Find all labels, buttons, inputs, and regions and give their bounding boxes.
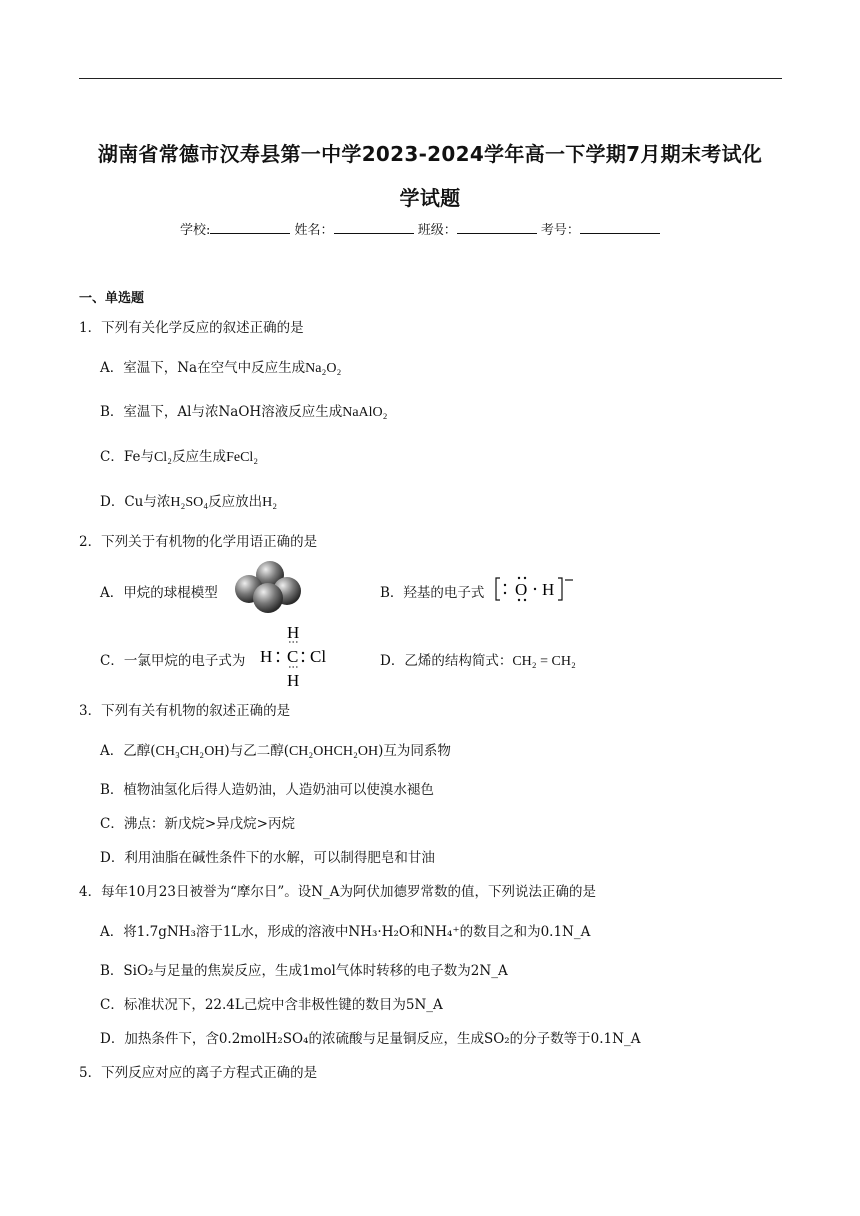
page-title-line1: 湖南省常德市汉寿县第一中学2023-2024学年高一下学期7月期末考试化 [97,142,763,166]
svg-text:H: H [260,647,273,666]
q3-option-a: A．乙醇(CH₃CH₂OH)与乙二醇(CH₂OHCH₂OH)互为同系物 [100,743,451,759]
hydroxyl-electron-formula [494,574,580,604]
name-label: 姓名： [294,223,334,238]
oxygen-symbol: O [515,580,528,599]
q3-option-b: B．植物油氢化后得人造奶油，人造奶油可以使溴水褪色 [100,782,434,798]
hydrogen-symbol: H [542,580,555,599]
q1-b-formula: NaAlO₂ [342,405,388,420]
school-label: 学校: [180,223,211,238]
svg-text:H: H [287,623,300,642]
q4-option-a: A．将1.7gNH₃溶于1L水，形成的溶液中NH₃·H₂O和NH₄⁺的数目之和为0.1N_A [100,924,591,940]
q4-stem: 4．每年10月23日被誉为“摩尔日”。设N_A为阿伏加德罗常数的值，下列说法正确的是 [79,884,597,900]
q4-option-b: B．SiO₂与足量的焦炭反应，生成1mol气体时转移的电子数为2N_A [100,963,508,979]
q1-a-formula: Na₂O₂ [305,361,342,376]
q2-option-c: C．一氯甲烷的电子式为 [100,653,246,669]
model-ball [253,583,283,613]
q4-option-c: C．标准状况下，22.4L己烷中含非极性键的数目为5N_A [100,997,443,1013]
q1-option-b: B．室温下，Al与浓NaOH溶液反应生成NaAlO₂ [100,404,388,420]
q1-option-c: C．Fe与Cl₂反应生成FeCl₂ [100,449,259,465]
q3-option-c: C．沸点：新戊烷>异戊烷>丙烷 [100,816,295,832]
exam-no-label: 考号： [540,223,580,238]
q2-option-b: B．羟基的电子式 [380,585,485,601]
section-heading: 一、单选题 [79,291,145,306]
header-rule [79,78,782,79]
class-label: 班级： [417,223,457,238]
chloromethane-electron-formula [258,621,336,689]
q3-option-d: D．利用油脂在碱性条件下的水解，可以制得肥皂和甘油 [100,850,435,866]
ethylene-formula: CH₂ = CH₂ [512,654,576,669]
student-info-row [180,219,660,238]
methane-ball-stick-model [232,558,304,614]
svg-text:H: H [287,671,300,689]
q1-stem: 1．下列有关化学反应的叙述正确的是 [79,320,304,336]
svg-text:C: C [287,647,299,666]
name-blank[interactable] [334,221,414,234]
q5-stem: 5．下列反应对应的离子方程式正确的是 [79,1065,318,1081]
q3-stem: 3．下列有关有机物的叙述正确的是 [79,703,291,719]
q1-option-a: A．室温下，Na在空气中反应生成Na₂O₂ [100,360,342,376]
q2-stem: 2．下列关于有机物的化学用语正确的是 [79,534,318,550]
q2-option-d: D．乙烯的结构简式：CH₂ = CH₂ [380,653,576,669]
q2-option-a: A．甲烷的球棍模型 [100,585,218,601]
q1-option-d: D．Cu与浓H₂SO₄反应放出H₂ [100,494,278,510]
class-blank[interactable] [457,221,537,234]
svg-text:Cl: Cl [310,647,327,666]
exam-no-blank[interactable] [580,221,660,234]
q4-option-d: D．加热条件下，含0.2molH₂SO₄的浓硫酸与足量铜反应，生成SO₂的分子数等于0.1N_A [100,1031,641,1047]
page-title-line2: 学试题 [399,186,461,210]
school-blank[interactable] [210,221,290,234]
